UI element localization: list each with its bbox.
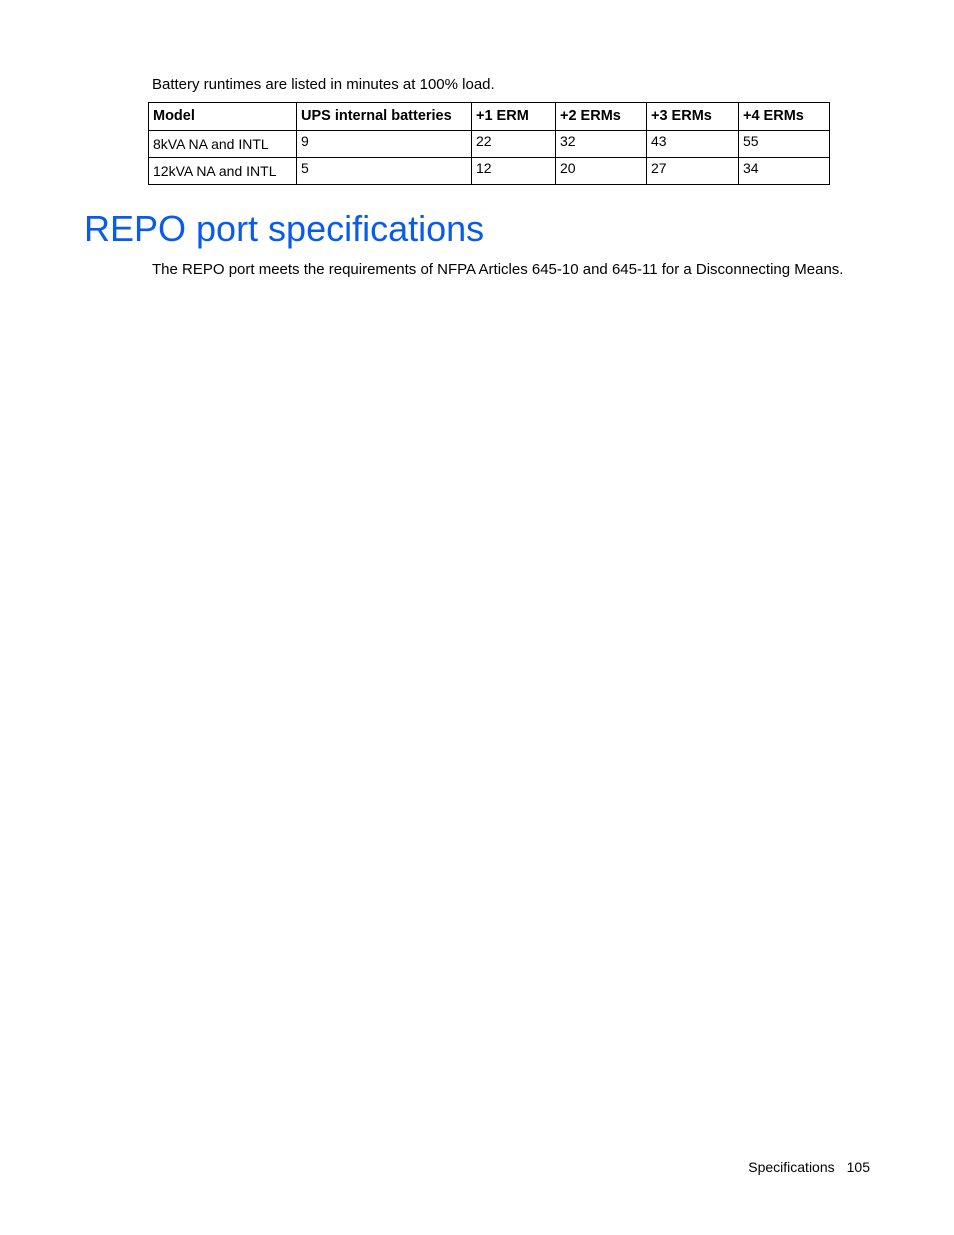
header-3-erms: +3 ERMs: [647, 103, 739, 131]
header-ups-internal-batteries: UPS internal batteries: [297, 103, 472, 131]
header-4-erms: +4 ERMs: [739, 103, 830, 131]
cell-1-erm: 22: [472, 131, 556, 158]
cell-internal: 5: [297, 158, 472, 185]
cell-2-erms: 32: [556, 131, 647, 158]
table-header-row: [149, 103, 830, 131]
cell-model: 12kVA NA and INTL: [149, 158, 297, 185]
battery-runtime-table: [148, 102, 830, 185]
header-model: Model: [149, 103, 297, 131]
page-footer: [748, 1158, 870, 1176]
cell-2-erms: 20: [556, 158, 647, 185]
footer-section-name: Specifications: [748, 1159, 835, 1175]
cell-3-erms: 43: [647, 131, 739, 158]
section-body: The REPO port meets the requirements of NFPA Articles 645-10 and 645-11 for a Disconnecting Means.: [152, 261, 844, 278]
table-row: [149, 158, 830, 185]
cell-4-erms: 34: [739, 158, 830, 185]
page-number: 105: [846, 1159, 870, 1175]
intro-text: Battery runtimes are listed in minutes at 100% load.: [152, 76, 495, 93]
section-heading: REPO port specifications: [84, 208, 485, 249]
cell-4-erms: 55: [739, 131, 830, 158]
cell-3-erms: 27: [647, 158, 739, 185]
table-row: [149, 131, 830, 158]
cell-model: 8kVA NA and INTL: [149, 131, 297, 158]
header-2-erms: +2 ERMs: [556, 103, 647, 131]
cell-1-erm: 12: [472, 158, 556, 185]
cell-internal: 9: [297, 131, 472, 158]
header-1-erm: +1 ERM: [472, 103, 556, 131]
